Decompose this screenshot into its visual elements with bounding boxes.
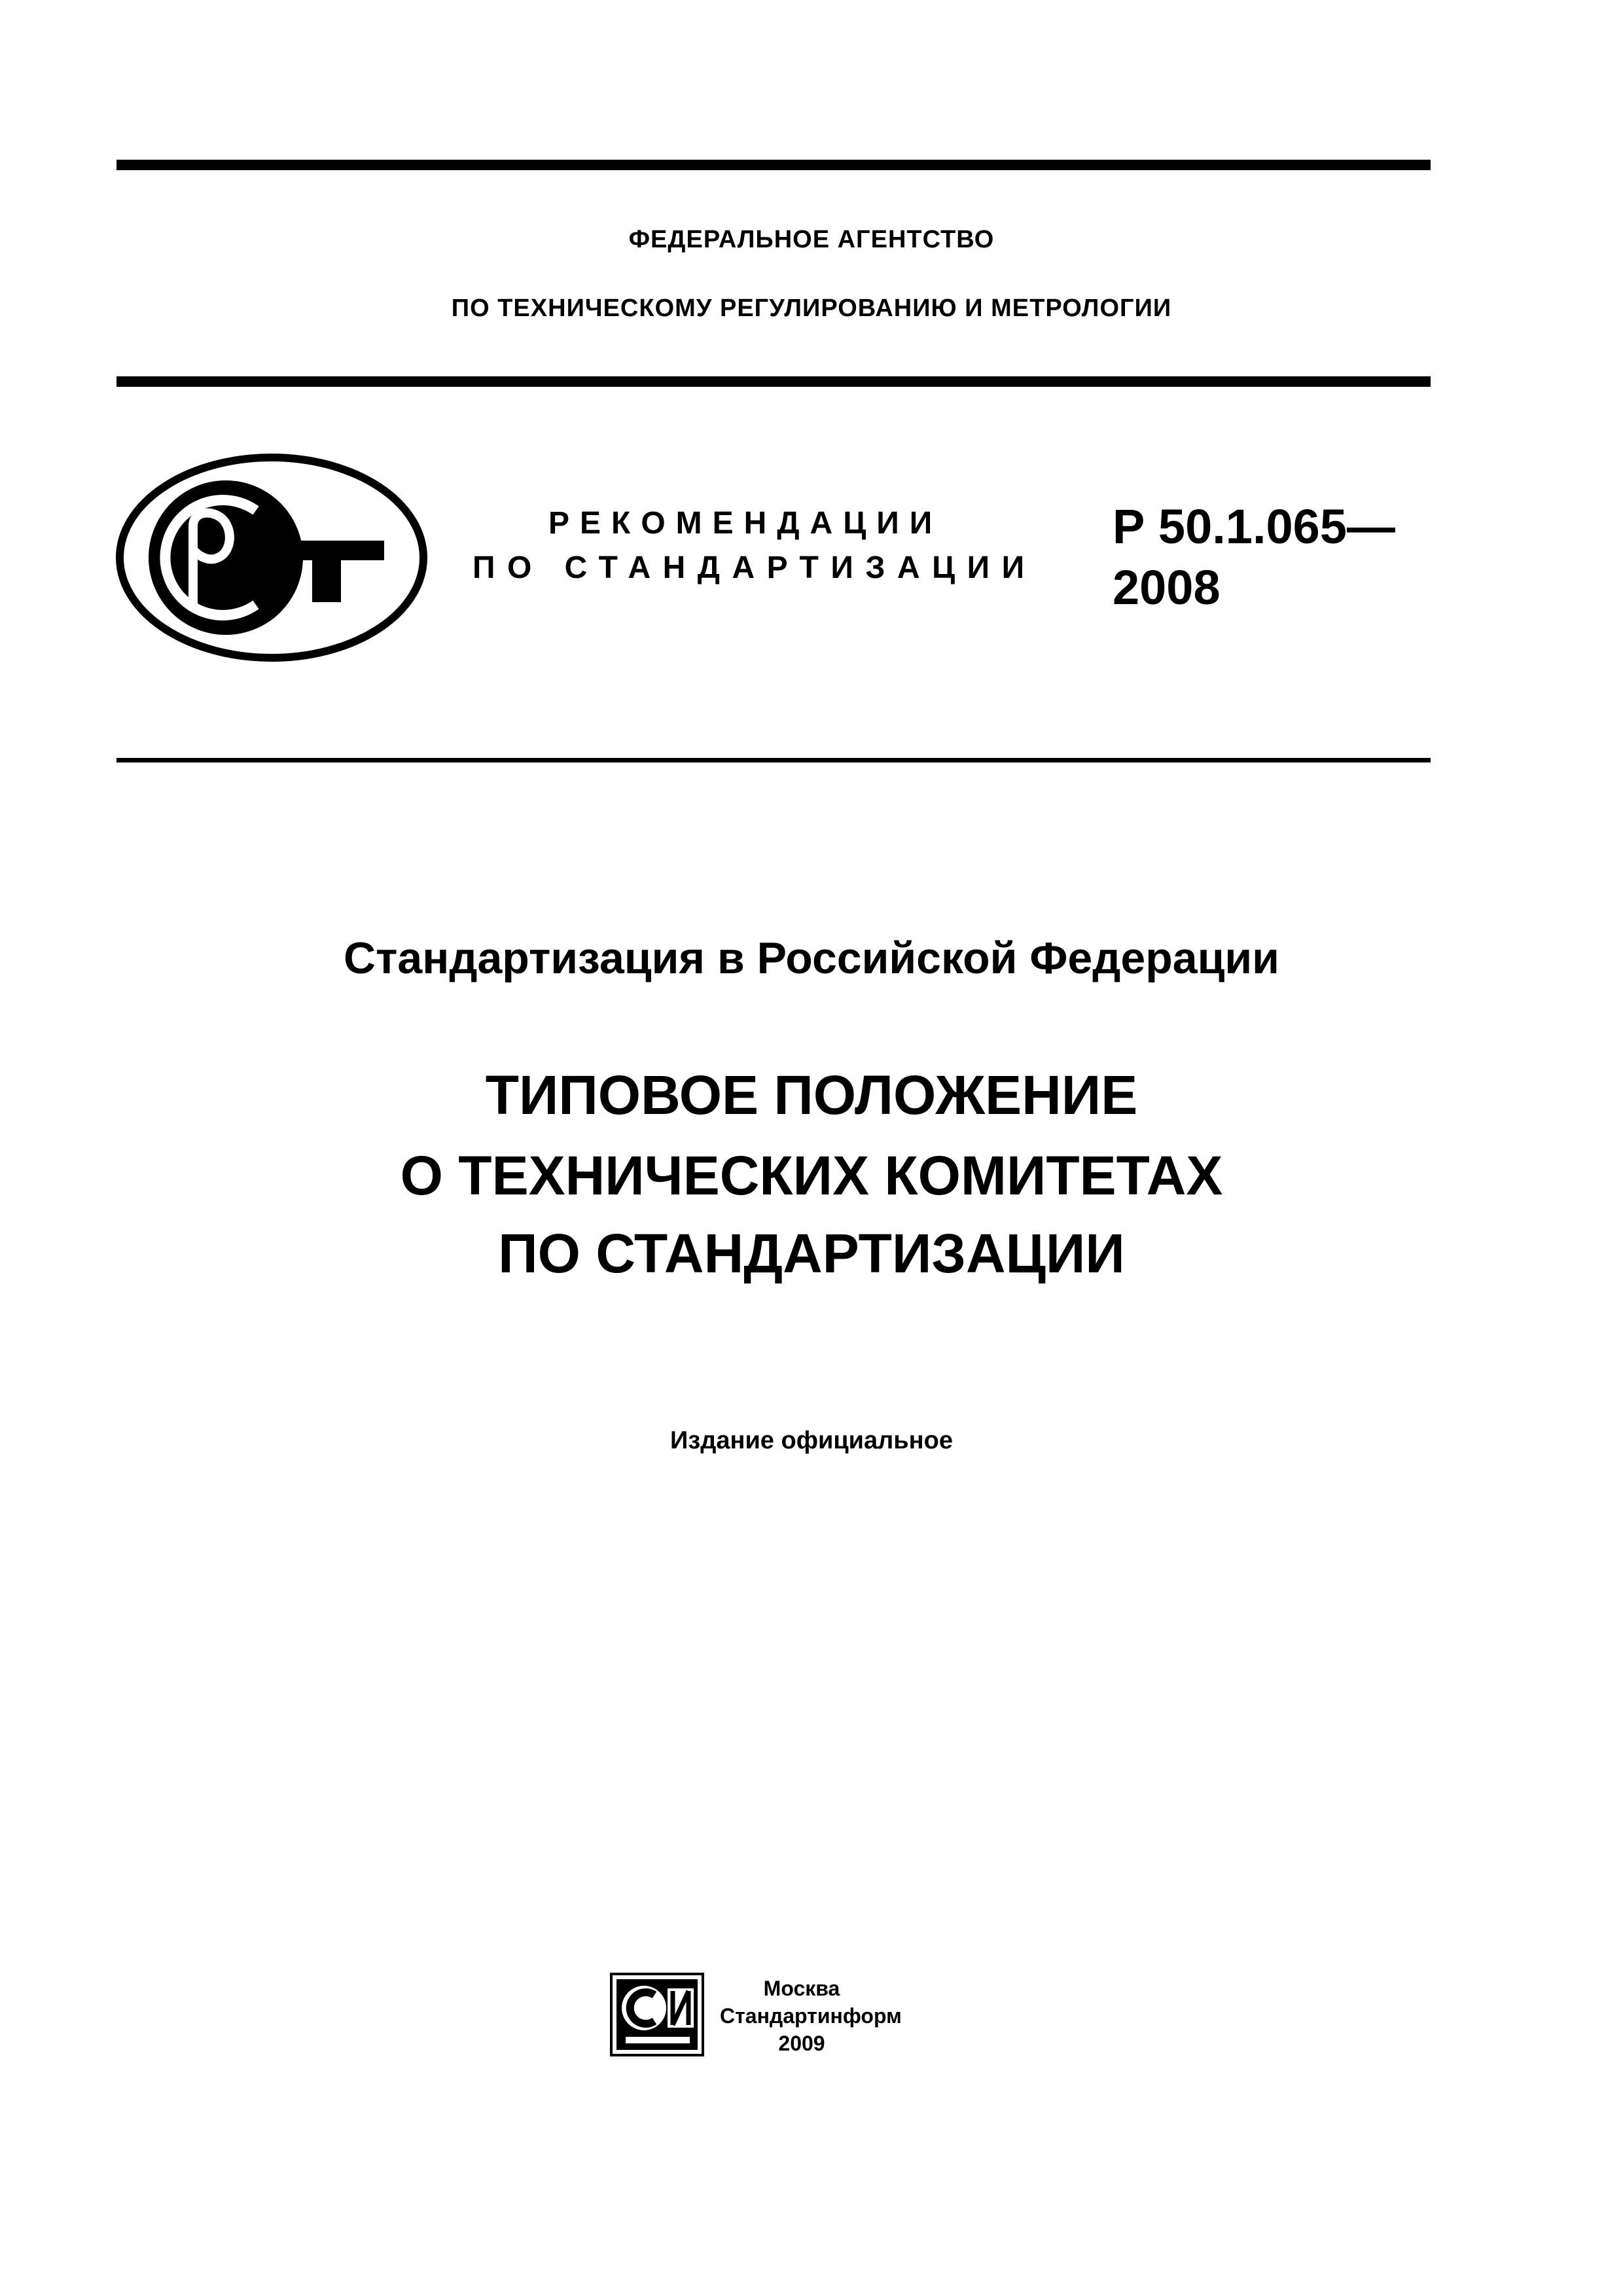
agency-name-line-1: ФЕДЕРАЛЬНОЕ АГЕНТСТВО — [628, 226, 995, 253]
document-code: Р 50.1.065— — [1113, 499, 1395, 554]
gost-r-mark-icon — [115, 452, 429, 664]
document-title-line-2: О ТЕХНИЧЕСКИХ КОМИТЕТАХ — [400, 1145, 1223, 1206]
agency-name-line-2: ПО ТЕХНИЧЕСКОМУ РЕГУЛИРОВАНИЮ И МЕТРОЛОГИИ — [451, 295, 1172, 322]
publication-year: 2009 — [778, 2032, 825, 2055]
standartinform-logo-icon — [609, 1971, 705, 2058]
document-title-line-3: ПО СТАНДАРТИЗАЦИИ — [498, 1223, 1125, 1284]
lower-rule — [116, 758, 1431, 762]
document-type-line-1: РЕКОМЕНДАЦИИ — [548, 506, 943, 541]
document-type-line-2: ПО СТАНДАРТИЗАЦИИ — [473, 550, 1037, 585]
document-year: 2008 — [1113, 560, 1221, 615]
top-rule — [116, 160, 1431, 170]
publisher-name: Стандартинформ — [720, 2004, 902, 2028]
edition-note: Издание официальное — [670, 1427, 953, 1454]
publisher-city: Москва — [763, 1977, 840, 2000]
document-subtitle: Стандартизация в Российской Федерации — [344, 933, 1279, 983]
document-title-line-1: ТИПОВОЕ ПОЛОЖЕНИЕ — [485, 1064, 1138, 1126]
middle-rule — [116, 376, 1431, 387]
